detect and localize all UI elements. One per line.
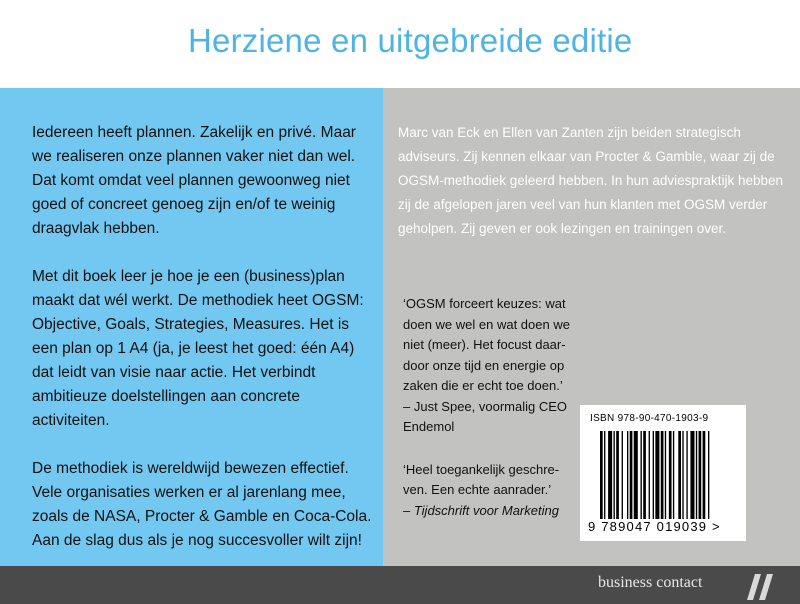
left-panel: [0, 88, 383, 566]
quote-2-text: ‘Heel toegankelijk geschre-ven. Een echte aanrader.’: [403, 461, 560, 497]
edition-title: Herziene en uitgebreide editie: [188, 22, 633, 59]
quote-1: [403, 294, 583, 438]
description-text: [32, 121, 377, 577]
header: [0, 0, 800, 88]
quote-1-author: – Just Spee, voormalig CEO Endemol: [403, 398, 568, 434]
barcode-box: [580, 405, 746, 541]
quote-2: [403, 460, 583, 522]
barcode-icon: [600, 431, 730, 519]
description-paragraph-2: Met dit boek leer je hoe je een (business)plan maakt dat wél werkt. De methodiek heet OGSM: Objective, Goals, Strategies, Measures. Het is een plan op 1 A4 (ja, je leest het goed: één A4) dat leidt van visie naar actie. Het verbindt ambitieuze doelstellingen aan concrete activiteiten.: [32, 268, 364, 429]
publisher-logo-icon: [739, 572, 779, 602]
quotes: [403, 294, 583, 521]
footer: [0, 566, 800, 604]
publisher-name: business contact: [598, 574, 703, 591]
quote-1-text: ‘OGSM forceert keuzes: wat doen we wel en wat doen we niet (meer). Het focust daar-door onze tijd en energie op zaken die er echt toe doen.’: [403, 296, 570, 393]
isbn-label: ISBN 978-90-470-1903-9: [590, 413, 709, 424]
authors-bio: Marc van Eck en Ellen van Zanten zijn beiden strategisch adviseurs. Zij kennen elkaar van Procter & Gamble, waar zij de OGSM-methodiek geleerd hebben. In hun adviespraktijk hebben zij de afgelopen jaren veel van hun klanten met OGSM verder geholpen. Zij geven er ook lezingen en trainingen over.: [398, 125, 783, 236]
description-paragraph-3: De methodiek is wereldwijd bewezen effectief. Vele organisaties werken er al jarenlang mee, zoals de NASA, Procter & Gamble en Coca-Cola. Aan de slag dus als je nog succesvoller wilt zijn!: [32, 460, 372, 549]
description-paragraph-1: Iedereen heeft plannen. Zakelijk en privé. Maar we realiseren onze plannen vaker niet dan wel. Dat komt omdat veel plannen gewoonweg niet goed of concreet genoeg zijn en/of te weinig draagvlak hebben.: [32, 124, 356, 237]
quote-2-dash: –: [403, 502, 414, 518]
quote-2-source: Tijdschrift voor Marketing: [413, 502, 559, 518]
barcode-number: 9 789047 019039 >: [588, 519, 721, 534]
